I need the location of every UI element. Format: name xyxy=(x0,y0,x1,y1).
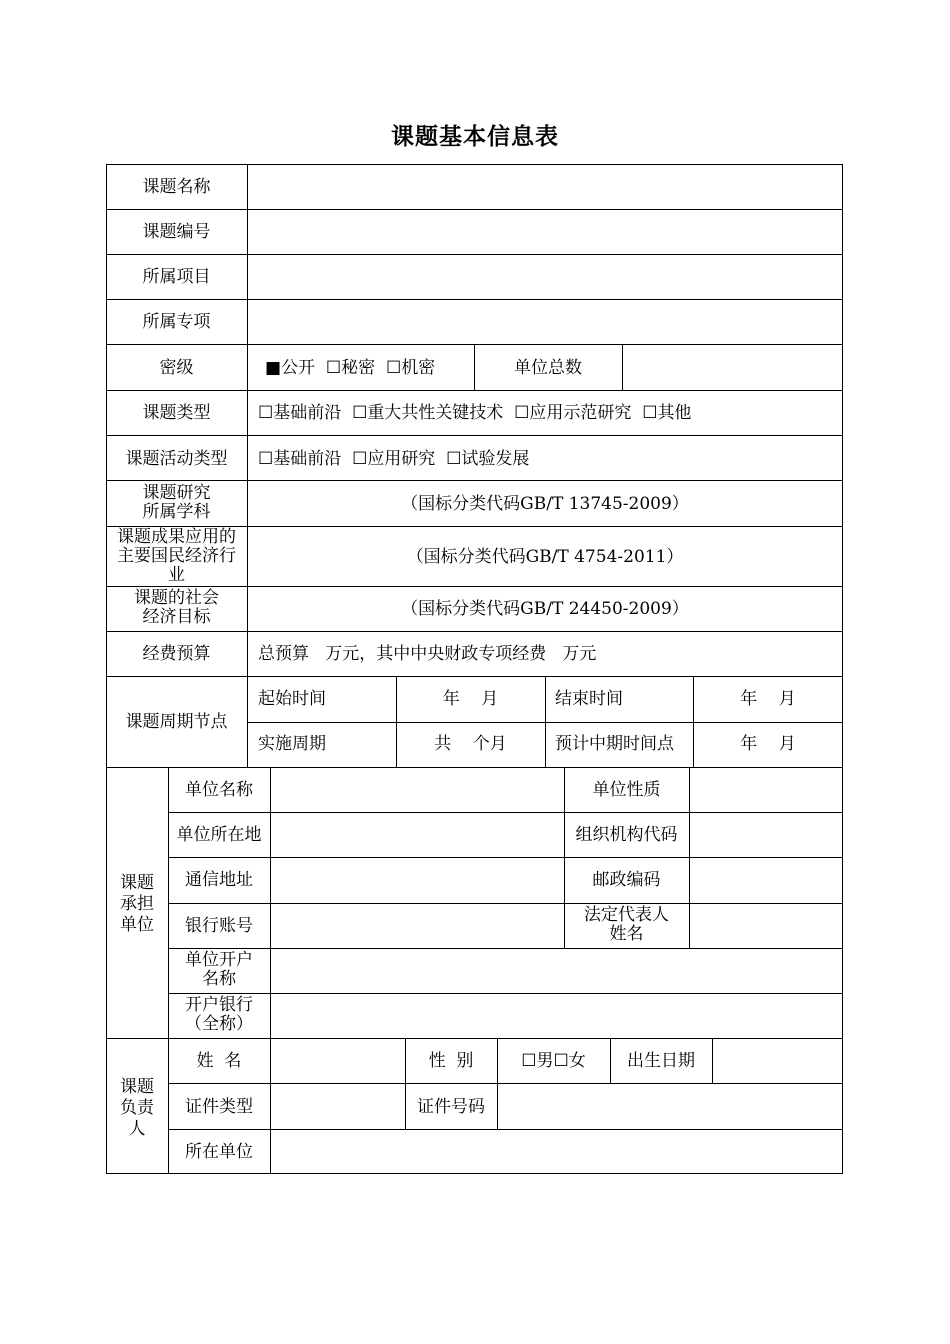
option-label: 试验发展 xyxy=(461,449,530,469)
unit-nature-label: 单位性质 xyxy=(592,780,661,800)
checkbox-other[interactable]: ☐ xyxy=(642,403,658,423)
start-time-label: 起始时间 xyxy=(258,689,326,709)
column-divider xyxy=(689,767,690,948)
checkbox-secret[interactable]: ☐ xyxy=(325,358,342,378)
undertaker-label-line1: 课题 xyxy=(120,873,154,893)
midterm-label: 预计中期时间点 xyxy=(555,734,674,754)
option-label: 重大共性关键技术 xyxy=(367,403,504,423)
legal-rep-line1: 法定代表人 xyxy=(584,905,669,925)
option-label: 基础前沿 xyxy=(273,403,342,423)
budget-label: 经费预算 xyxy=(142,644,211,664)
row-divider xyxy=(106,435,843,436)
gender-label: 性 别 xyxy=(428,1051,474,1071)
checkbox-basic-frontier[interactable]: ☐ xyxy=(258,403,274,423)
option-label: 应用研究 xyxy=(367,449,436,469)
social-goal-label-line1: 课题的社会 xyxy=(134,588,219,608)
option-label: 其他 xyxy=(657,403,692,423)
checkbox-demo-research[interactable]: ☐ xyxy=(514,403,530,423)
id-type-label: 证件类型 xyxy=(185,1097,253,1117)
row-divider xyxy=(106,1038,843,1039)
bank-name-line2: （全称） xyxy=(185,1014,253,1034)
checkbox-confidential[interactable]: ☐ xyxy=(385,358,402,378)
end-time-label: 结束时间 xyxy=(555,689,623,709)
duration-value[interactable]: 共 个月 xyxy=(434,734,507,754)
period-label: 课题周期节点 xyxy=(125,712,228,732)
topic-type-label: 课题类型 xyxy=(142,403,211,423)
project-label: 所属项目 xyxy=(142,267,211,287)
row-divider xyxy=(106,299,843,300)
discipline-code-note: （国标分类代码GB/T 13745-2009） xyxy=(401,494,689,514)
checkbox-male[interactable]: ☐ xyxy=(521,1051,537,1071)
midterm-value[interactable]: 年 月 xyxy=(740,734,796,754)
budget-text: 总预算 万元，其中中央财政专项经费 万元 xyxy=(258,644,597,664)
industry-label-line3: 业 xyxy=(168,565,185,585)
undertaker-label-line3: 单位 xyxy=(120,915,154,935)
activity-type-options xyxy=(258,449,529,469)
social-goal-code-note: （国标分类代码GB/T 24450-2009） xyxy=(401,599,689,619)
undertaker-group-label xyxy=(106,873,168,936)
checkbox-applied-research[interactable]: ☐ xyxy=(352,449,368,469)
social-goal-label xyxy=(106,589,247,627)
end-time-value[interactable]: 年 月 xyxy=(740,689,796,709)
mailing-address-label: 通信地址 xyxy=(185,870,253,890)
start-time-value[interactable]: 年 月 xyxy=(442,689,499,709)
industry-label-line1: 课题成果应用的 xyxy=(117,527,236,547)
units-count-label: 单位总数 xyxy=(514,358,582,378)
leader-group-label xyxy=(106,1077,168,1140)
legal-rep-line2: 姓名 xyxy=(609,924,644,944)
column-divider xyxy=(622,344,623,390)
topic-code-label: 课题编号 xyxy=(142,222,211,242)
workplace-label: 所在单位 xyxy=(185,1142,253,1162)
unit-name-label: 单位名称 xyxy=(185,780,253,800)
leader-label-line3: 人 xyxy=(128,1119,146,1139)
industry-code-note: （国标分类代码GB/T 4754-2011） xyxy=(406,547,684,567)
page-title: 课题基本信息表 xyxy=(391,124,559,150)
bank-name-line1: 开户银行 xyxy=(185,995,253,1015)
account-name-line2: 名称 xyxy=(202,969,236,989)
leader-label-line1: 课题 xyxy=(120,1077,154,1097)
option-female-label: 女 xyxy=(568,1051,586,1071)
bank-name-label xyxy=(168,996,270,1034)
row-divider xyxy=(106,480,843,481)
secrecy-label: 密级 xyxy=(159,358,194,378)
birth-date-label: 出生日期 xyxy=(627,1051,695,1071)
duration-label: 实施周期 xyxy=(258,734,326,754)
checkbox-female[interactable]: ☐ xyxy=(553,1051,569,1071)
discipline-label-line1: 课题研究 xyxy=(142,483,211,503)
row-divider xyxy=(106,209,843,210)
row-divider xyxy=(106,254,843,255)
account-name-line1: 单位开户 xyxy=(185,950,253,970)
social-goal-label-line2: 经济目标 xyxy=(142,607,211,627)
leader-label-line2: 负责 xyxy=(120,1098,154,1118)
account-name-label xyxy=(168,951,270,989)
option-label: 基础前沿 xyxy=(273,449,342,469)
discipline-label-line2: 所属学科 xyxy=(142,502,211,522)
row-divider xyxy=(106,767,843,768)
discipline-label xyxy=(106,484,247,522)
option-confidential-label: 机密 xyxy=(401,358,436,378)
unit-location-label: 单位所在地 xyxy=(176,825,262,845)
row-divider xyxy=(106,390,843,391)
column-divider xyxy=(712,1038,713,1083)
option-label: 应用示范研究 xyxy=(529,403,632,423)
legal-rep-label xyxy=(564,906,689,944)
topic-name-label: 课题名称 xyxy=(142,177,211,197)
industry-label-line2: 主要国民经济行 xyxy=(117,546,236,566)
option-public-label: 公开 xyxy=(281,358,316,378)
secrecy-options xyxy=(265,358,435,378)
column-divider xyxy=(545,676,546,767)
row-divider xyxy=(106,676,843,677)
postcode-label: 邮政编码 xyxy=(592,870,661,890)
option-male-label: 男 xyxy=(536,1051,554,1071)
topic-type-options xyxy=(258,403,691,423)
leader-name-label: 姓 名 xyxy=(196,1051,242,1071)
special-program-label: 所属专项 xyxy=(142,312,211,332)
gender-options xyxy=(497,1051,610,1071)
undertaker-label-line2: 承担 xyxy=(120,894,154,914)
checkbox-basic-frontier[interactable]: ☐ xyxy=(258,449,274,469)
checkbox-experimental-dev[interactable]: ☐ xyxy=(446,449,462,469)
checkbox-key-tech[interactable]: ☐ xyxy=(352,403,368,423)
column-divider xyxy=(270,767,271,1174)
id-number-label: 证件号码 xyxy=(417,1097,485,1117)
checkbox-public[interactable]: ■ xyxy=(265,358,282,378)
industry-label xyxy=(106,528,247,585)
row-divider xyxy=(106,586,843,587)
column-divider xyxy=(247,164,248,767)
activity-type-label: 课题活动类型 xyxy=(125,449,228,469)
org-code-label: 组织机构代码 xyxy=(575,825,678,845)
option-secret-label: 秘密 xyxy=(341,358,376,378)
row-divider xyxy=(106,631,843,632)
bank-account-label: 银行账号 xyxy=(185,916,253,936)
